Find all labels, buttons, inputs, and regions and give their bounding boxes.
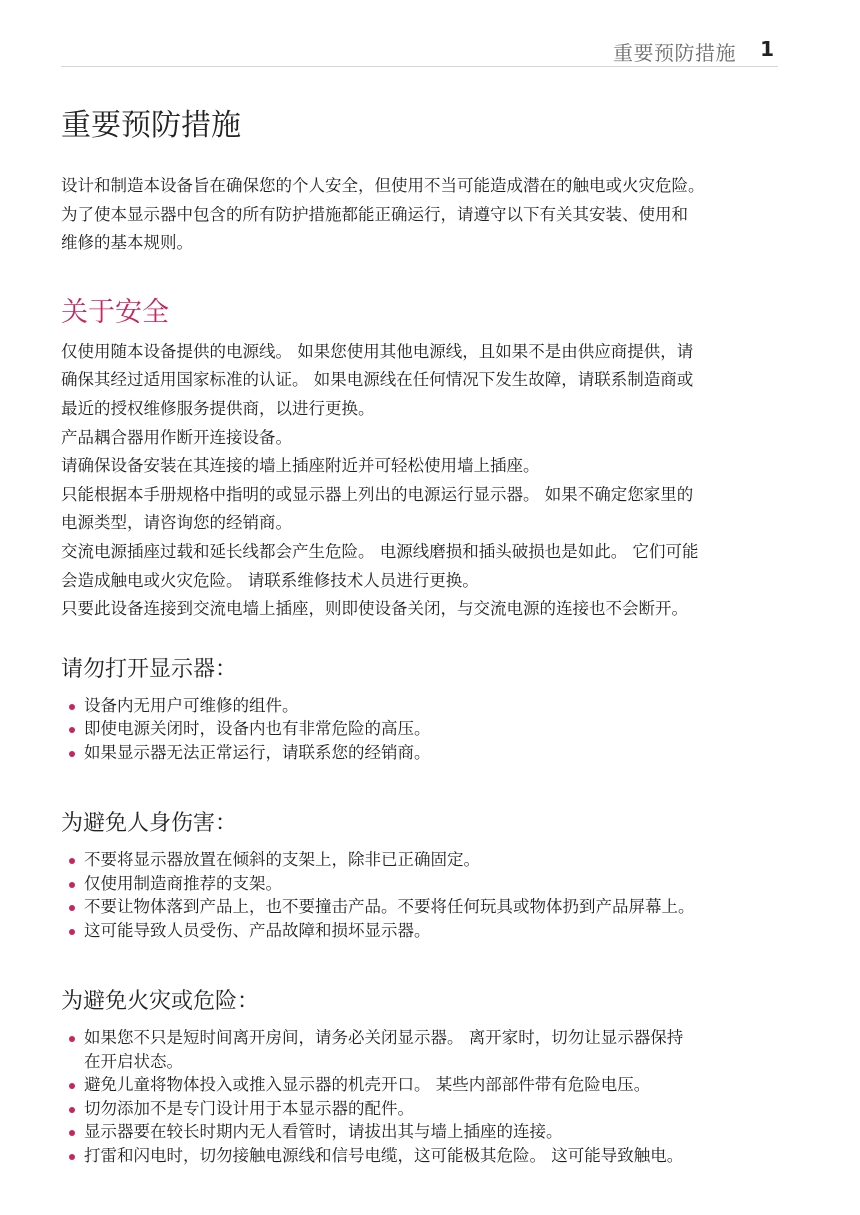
list-item [61,1144,779,1168]
bullet-dot-icon [69,1036,75,1042]
list-item-text: 打雷和闪电时，切勿接触电源线和信号电缆，这可能极其危险。 这可能导致触电。 [84,1145,684,1165]
safety-line: 电源类型，请咨询您的经销商。 [61,513,292,533]
list-item-text: 切勿添加不是专门设计用于本显示器的配件。 [84,1098,414,1118]
list-item-text: 如果显示器无法正常运行，请联系您的经销商。 [84,742,431,762]
list-item [61,848,779,872]
intro-line: 设计和制造本设备旨在确保您的个人安全，但使用不当可能造成潜在的触电或火灾危险。 [61,176,705,195]
list-item [61,694,779,718]
intro-line: 维修的基本规则。 [61,233,193,253]
safety-text [61,338,779,624]
fire-heading: 为避免火灾或危险： [61,989,260,1015]
bullet-dot-icon [69,727,75,733]
safety-line: 交流电源插座过载和延长线都会产生危险。 电源线磨损和插头破损也是如此。 它们可能 [61,541,699,561]
list-item [61,872,779,896]
bullet-dot-icon [69,1130,75,1136]
safety-line: 仅使用随本设备提供的电源线。 如果您使用其他电源线，且如果不是由供应商提供，请 [61,341,694,361]
safety-line: 会造成触电或火灾危险。 请联系维修技术人员进行更换。 [61,570,479,590]
list-item-text: 避免儿童将物体投入或推入显示器的机壳开口。 某些内部部件带有危险电压。 [84,1075,651,1095]
list-item [61,717,779,741]
list-item-text: 这可能导致人员受伤、产品故障和损坏显示器。 [84,920,431,940]
bullet-dot-icon [69,929,75,935]
header-title: 重要预防措施 [613,41,736,65]
list-item-text: 显示器要在较长时期内无人看管时，请拔出其与墙上插座的连接。 [84,1122,563,1142]
bullet-dot-icon [69,751,75,757]
safety-line: 请确保设备安装在其连接的墙上插座附近并可轻松使用墙上插座。 [61,456,540,476]
list-item [61,895,779,919]
list-item [61,741,779,765]
intro-line: 为了使本显示器中包含的所有防护措施都能正确运行，请遵守以下有关其安装、使用和 [61,204,688,224]
injury-section [61,808,779,942]
page-title: 重要预防措施 [61,108,241,143]
bullet-dot-icon [69,1154,75,1160]
safety-line: 产品耦合器用作断开连接设备。 [61,427,292,447]
fire-section [61,986,779,1167]
bullet-dot-icon [69,704,75,710]
list-item [61,1097,779,1121]
injury-heading: 为避免人身伤害： [61,811,238,837]
injury-list [61,848,779,942]
no-open-section [61,654,779,765]
safety-line: 只能根据本手册规格中指明的或显示器上列出的电源运行显示器。 如果不确定您家里的 [61,484,694,504]
fire-list [61,1026,779,1167]
page-header [61,36,778,67]
list-item-text-continued: 在开启状态。 [84,1051,183,1071]
list-item-text: 设备内无用户可维修的组件。 [84,695,299,715]
list-item-text: 仅使用制造商推荐的支架。 [84,873,282,893]
intro-paragraph [61,172,779,258]
list-item-text: 即使电源关闭时，设备内也有非常危险的高压。 [84,719,431,739]
safety-heading: 关于安全 [61,296,169,328]
list-item-text: 不要将显示器放置在倾斜的支架上，除非已正确固定。 [84,850,480,870]
list-item [61,1026,779,1073]
list-item [61,1120,779,1144]
bullet-dot-icon [69,882,75,888]
bullet-dot-icon [69,1083,75,1089]
bullet-dot-icon [69,858,75,864]
safety-line: 最近的授权维修服务提供商，以进行更换。 [61,398,375,418]
list-item-text: 如果您不只是短时间离开房间，请务必关闭显示器。 离开家时，切勿让显示器保持 [84,1028,684,1048]
safety-line: 确保其经过适用国家标准的认证。 如果电源线在任何情况下发生故障，请联系制造商或 [61,370,694,390]
bullet-dot-icon [69,1107,75,1113]
no-open-list [61,694,779,765]
page-number: 1 [760,37,774,61]
no-open-heading: 请勿打开显示器： [61,656,238,682]
safety-line: 只要此设备连接到交流电墙上插座，则即使设备关闭，与交流电源的连接也不会断开。 [61,599,688,619]
bullet-dot-icon [69,905,75,911]
page-content [61,106,779,1167]
list-item [61,1073,779,1097]
list-item [61,919,779,943]
list-item-text: 不要让物体落到产品上，也不要撞击产品。不要将任何玩具或物体扔到产品屏幕上。 [84,897,695,917]
